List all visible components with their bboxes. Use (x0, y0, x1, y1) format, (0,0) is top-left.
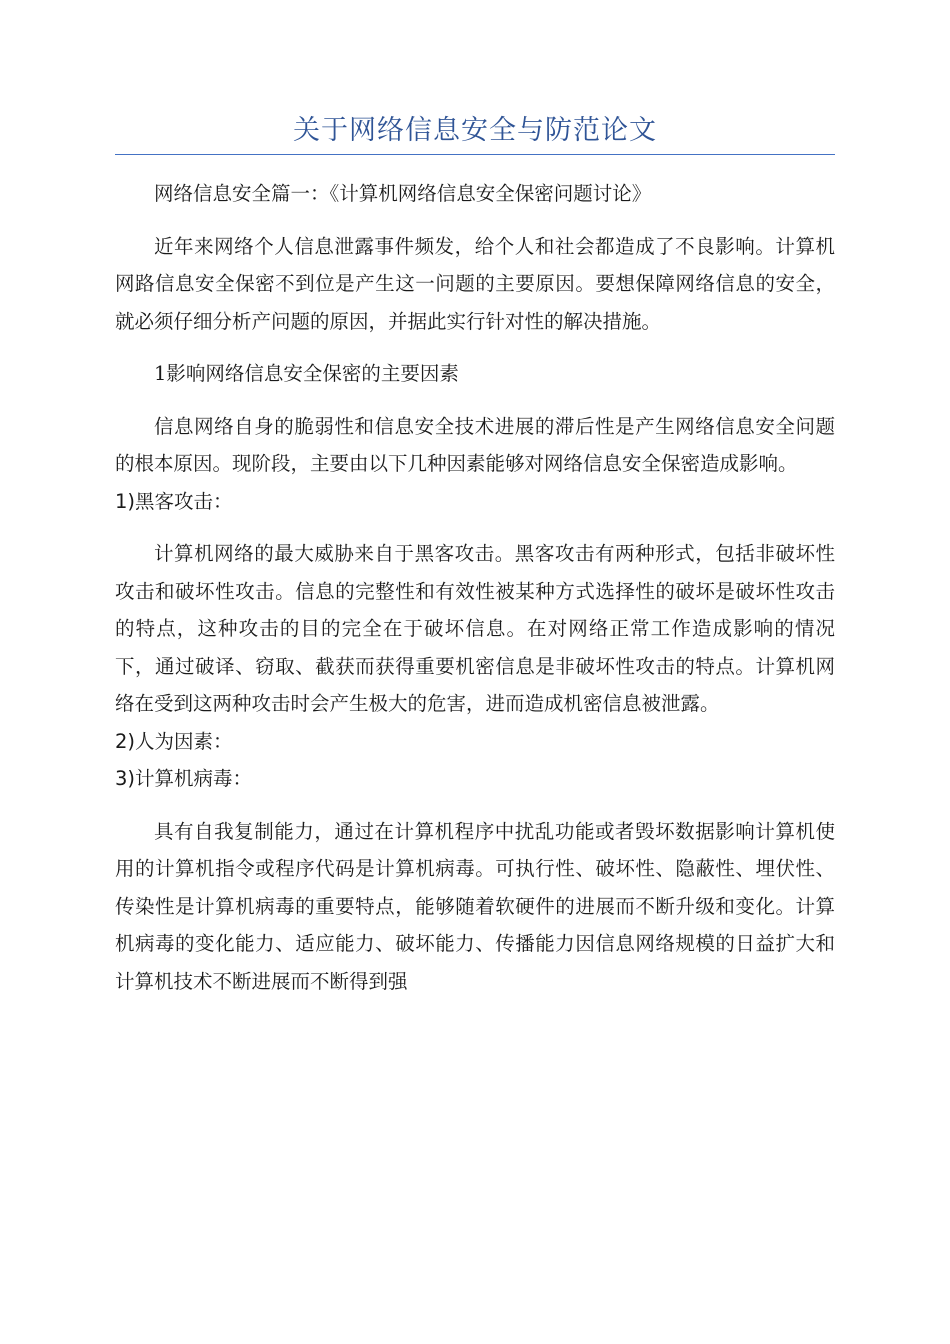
body-paragraph-root-cause: 信息网络自身的脆弱性和信息安全技术进展的滞后性是产生网络信息安全问题的根本原因。现阶段，主要由以下几种因素能够对网络信息安全保密造成影响。 (115, 414, 835, 475)
list-heading-hacker-attack (115, 483, 835, 521)
list-heading-computer-virus (115, 760, 835, 798)
list-heading-human-factor (115, 723, 835, 761)
section-heading-main-factors: 1影响网络信息安全保密的主要因素 (154, 362, 459, 385)
body-paragraph-intro: 近年来网络个人信息泄露事件频发，给个人和社会都造成了不良影响。计算机网路信息安全保密不到位是产生这一问题的主要原因。要想保障网络信息的安全，就必须仔细分析产问题的原因，并据此实行针对性的解决措施。 (115, 234, 835, 333)
list-heading-hacker-attack-text: 1)黑客攻击： (115, 489, 233, 513)
document-page (115, 108, 835, 1000)
list-heading-computer-virus-text: 3)计算机病毒： (115, 767, 253, 790)
list-heading-human-factor-text: 2)人为因素： (115, 729, 233, 753)
body-paragraph-hacker-attack: 计算机网络的最大威胁来自于黑客攻击。黑客攻击有两种形式，包括非破坏性攻击和破坏性攻击。信息的完整性和有效性被某种方式选择性的破坏是破坏性攻击的特点，这种攻击的目的完全在于破坏信息。在对网络正常工作造成影响的情况下，通过破译、窃取、截获而获得重要机密信息是非破坏性攻击的特点。计算机网络在受到这两种攻击时会产生极大的危害，进而造成机密信息被泄露。 (115, 542, 835, 715)
body-paragraph-computer-virus: 具有自我复制能力，通过在计算机程序中扰乱功能或者毁坏数据影响计算机使用的计算机指令或程序代码是计算机病毒。可执行性、破坏性、隐蔽性、埋伏性、传染性是计算机病毒的重要特点，能够随着软硬件的进展而不断升级和变化。计算机病毒的变化能力、适应能力、破坏能力、传播能力因信息网络规模的日益扩大和计算机技术不断进展而不断得到强 (115, 819, 835, 993)
document-title: 关于网络信息安全与防范论文 (293, 115, 657, 146)
title-underline (115, 154, 835, 155)
section-heading-article-one: 网络信息安全篇一：《计算机网络信息安全保密问题讨论》 (154, 182, 652, 205)
